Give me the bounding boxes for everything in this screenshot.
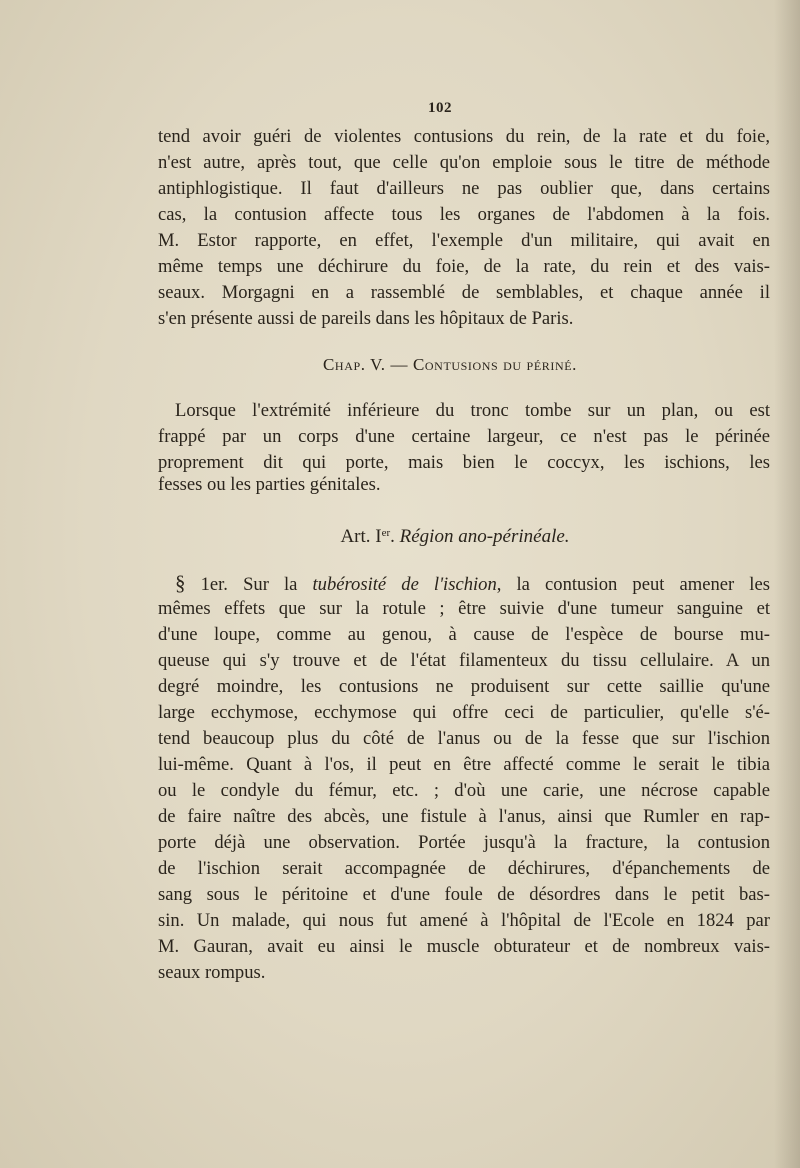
section-lead: Sur la	[243, 574, 298, 595]
section-number: 1er.	[200, 574, 228, 595]
text-line: sin. Un malade, qui nous fut amené à l'hôpital de l'Ecole en 1824 par	[158, 910, 770, 931]
article-label: Art. I	[340, 526, 382, 547]
text-line: queuse qui s'y trouve et de l'état filamenteux du tissu cellulaire. A un	[158, 650, 770, 671]
text-line: seaux rompus.	[158, 962, 266, 983]
text-line: M. Estor rapporte, en effet, l'exemple d'un militaire, qui avait en	[158, 230, 770, 251]
text-line: antiphlogistique. Il faut d'ailleurs ne pas oublier que, dans certains	[158, 178, 770, 199]
section-first-line	[175, 570, 770, 598]
chapter-title: Contusions du périné.	[412, 355, 577, 374]
text-line: large ecchymose, ecchymose qui offre ceci de particulier, qu'elle s'é-	[158, 702, 770, 723]
text-line: seaux. Morgagni en a rassemblé de semblables, et chaque année il	[158, 282, 770, 303]
text-line: degré moindre, les contusions ne produisent sur cette saillie qu'une	[158, 676, 770, 697]
text-line: frappé par un corps d'une certaine largeur, ce n'est pas le périnée	[158, 426, 770, 447]
text-line: proprement dit qui porte, mais bien le coccyx, les ischions, les	[158, 452, 770, 473]
text-line: d'une loupe, comme au genou, à cause de l'espèce de bourse mu-	[158, 624, 770, 645]
page-number: 102	[428, 100, 452, 116]
article-title: Région ano-périnéale.	[399, 526, 570, 547]
section-mark: §	[175, 571, 186, 595]
text-line: M. Gauran, avait eu ainsi le muscle obturateur et de nombreux vais-	[158, 936, 770, 957]
text-line: porte déjà une observation. Portée jusqu'à la fracture, la contusion	[158, 832, 770, 853]
text-line: s'en présente aussi de pareils dans les hôpitaux de Paris.	[158, 308, 574, 329]
chapter-prefix: Chap. V. —	[322, 355, 413, 374]
text-line: tend avoir guéri de violentes contusions du rein, de la rate et du foie,	[158, 126, 770, 147]
text-line: tend beaucoup plus du côté de l'anus ou de la fesse que sur l'ischion	[158, 728, 770, 749]
chapter-heading	[0, 352, 800, 378]
text-line: cas, la contusion affecte tous les organes de l'abdomen à la fois.	[158, 204, 770, 225]
text-line: fesses ou les parties génitales.	[158, 474, 381, 495]
text-line: même temps une déchirure du foie, de la rate, du rein et des vais-	[158, 256, 770, 277]
article-heading	[0, 520, 800, 550]
article-sup: er	[381, 527, 391, 539]
article-dot: .	[390, 526, 395, 547]
section-italic-phrase: tubérosité de l'ischion	[312, 574, 497, 595]
text-line: ou le condyle du fémur, etc. ; d'où une carie, une nécrose capable	[158, 780, 770, 801]
text-line: de faire naître des abcès, une fistule à l'anus, ainsi que Rumler en rap-	[158, 806, 770, 827]
text-line: n'est autre, après tout, que celle qu'on emploie sous le titre de méthode	[158, 152, 770, 173]
text-line: Lorsque l'extrémité inférieure du tronc tombe sur un plan, ou est	[175, 400, 770, 421]
text-line: sang sous le péritoine et d'une foule de désordres dans le petit bas-	[158, 884, 770, 905]
section-rest: , la contusion peut amener les	[496, 574, 770, 595]
text-line: lui-même. Quant à l'os, il peut en être affecté comme le serait le tibia	[158, 754, 770, 775]
text-line: mêmes effets que sur la rotule ; être suivie d'une tumeur sanguine et	[158, 598, 770, 619]
text-line: de l'ischion serait accompagnée de déchirures, d'épanchements de	[158, 858, 770, 879]
